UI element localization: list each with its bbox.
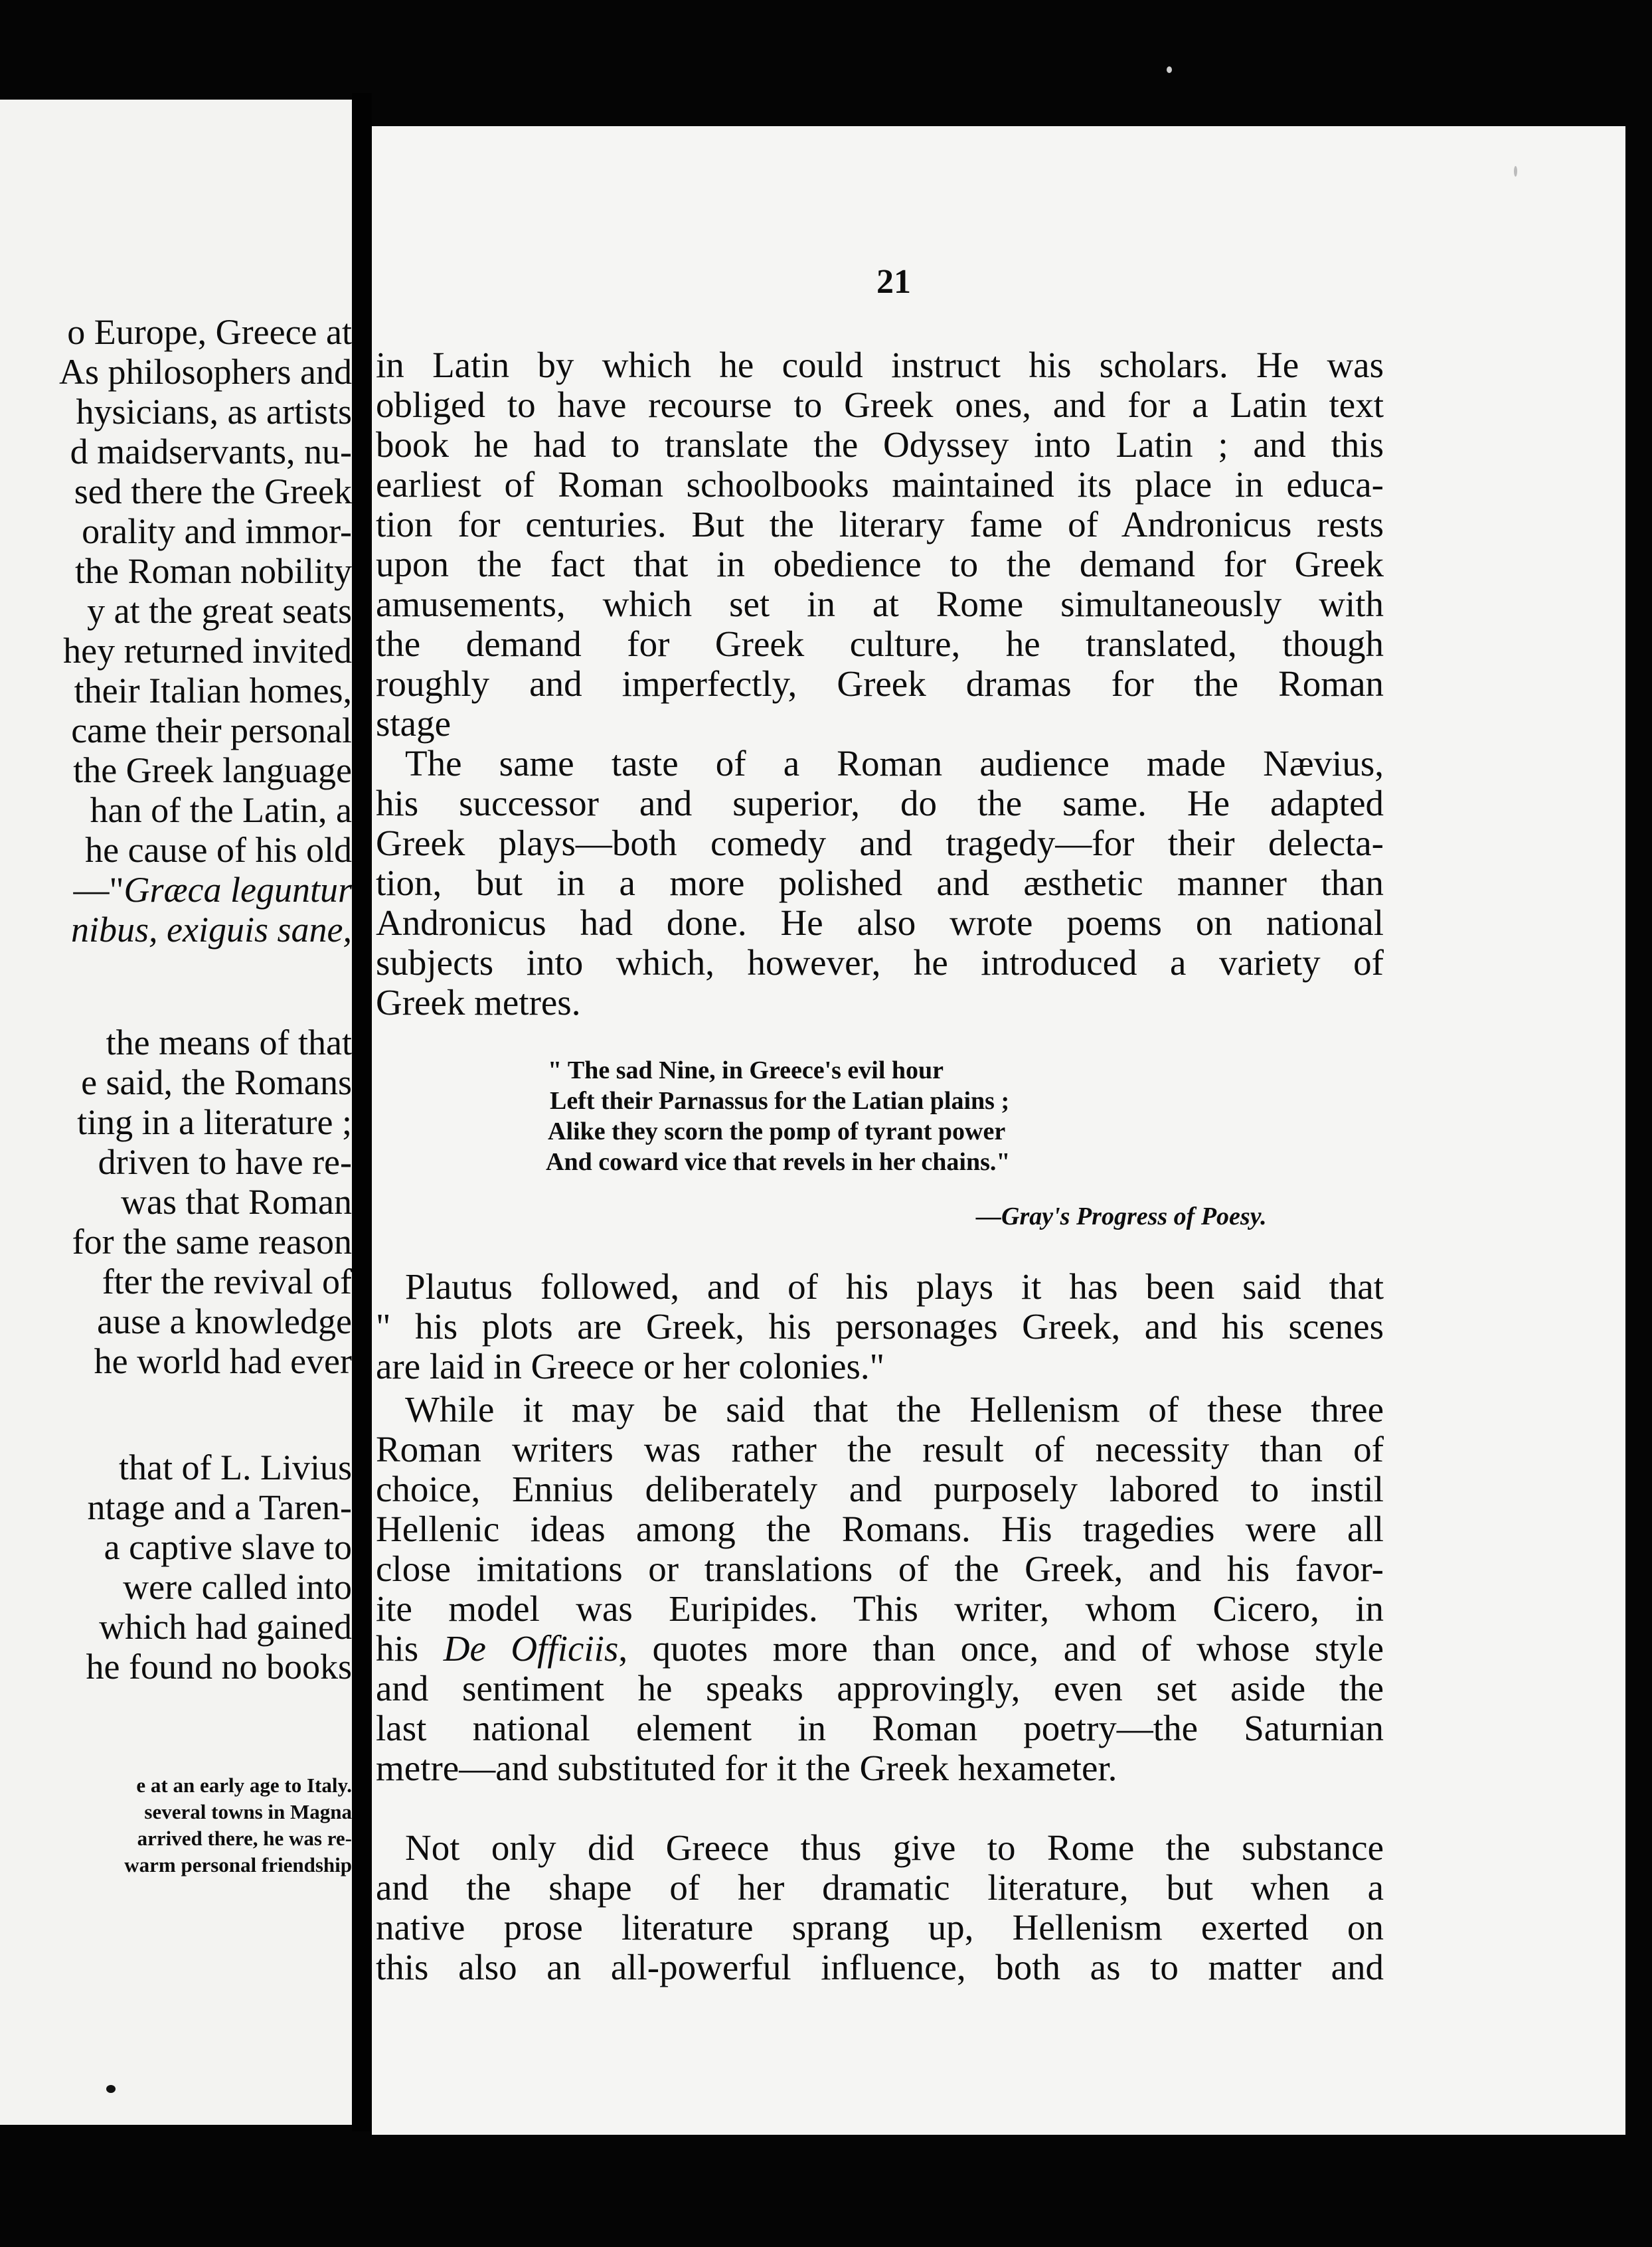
text-line-with-title — [376, 1629, 1384, 1669]
text-line: book he had to translate the Odyssey into Latin ; and this — [376, 424, 1384, 465]
text-line: Roman writers was rather the result of necessity than of — [376, 1429, 1384, 1469]
left-line: which had gained — [99, 1607, 352, 1647]
left-line: hysicians, as artists — [76, 392, 352, 432]
left-line: driven to have re- — [98, 1142, 352, 1182]
left-line: the Greek language — [73, 750, 352, 790]
text-line: Not only did Greece thus give to Rome the substance — [405, 1827, 1384, 1868]
text-line: tion, but in a more polished and æsthetic manner than — [376, 863, 1384, 903]
text-line: in Latin by which he could instruct his scholars. He was — [376, 345, 1384, 385]
left-line: nibus, exiguis sane, — [71, 910, 352, 950]
text-line: tion for centuries. But the literary fame of Andronicus rests — [376, 504, 1384, 544]
text-line: and the shape of her dramatic literature, but when a — [376, 1867, 1384, 1908]
left-line-quote — [73, 870, 352, 910]
ink-speck — [106, 2085, 116, 2093]
text-line: choice, Ennius deliberately and purposely labored to instil — [376, 1469, 1384, 1509]
left-line: ntage and a Taren- — [87, 1487, 352, 1527]
text-line: earliest of Roman schoolbooks maintained its place in educa- — [376, 464, 1384, 505]
left-line: e said, the Romans — [81, 1062, 352, 1102]
text-fragment: his — [376, 1628, 444, 1669]
text-line: his successor and superior, do the same. He adapted — [376, 783, 1384, 823]
scan-speck — [1167, 66, 1172, 73]
left-line: sed there the Greek — [74, 471, 352, 511]
left-line: was that Roman — [121, 1182, 352, 1222]
text-line: roughly and imperfectly, Greek dramas for the Roman — [376, 663, 1384, 704]
verse-line: Left their Parnassus for the Latian plains ; — [550, 1087, 1010, 1115]
text-line: Andronicus had done. He also wrote poems on national — [376, 902, 1384, 943]
left-line: he cause of his old — [85, 830, 352, 870]
text-line: stage — [376, 703, 452, 744]
left-line: that of L. Livius — [119, 1448, 352, 1487]
left-line: d maidservants, nu- — [70, 432, 352, 471]
left-line: a captive slave to — [104, 1527, 352, 1567]
text-line: While it may be said that the Hellenism of these three — [405, 1389, 1384, 1430]
left-line: y at the great seats — [87, 591, 352, 631]
left-page-fragment — [0, 100, 352, 2125]
left-line: han of the Latin, a — [90, 790, 352, 830]
text-line: are laid in Greece or her colonies." — [376, 1346, 885, 1386]
left-line: came their personal — [71, 710, 352, 750]
text-line: native prose literature sprang up, Hellenism exerted on — [376, 1907, 1384, 1948]
left-quote-dash: —" — [73, 870, 124, 910]
left-line: the means of that — [106, 1023, 352, 1062]
scan-speck — [1514, 166, 1517, 177]
text-line: close imitations or translations of the Greek, and his favor- — [376, 1548, 1384, 1589]
left-line: the Roman nobility — [75, 551, 352, 591]
text-line: amusements, which set in at Rome simultaneously with — [376, 584, 1384, 624]
left-line: hey returned invited — [63, 631, 352, 671]
text-line: and sentiment he speaks approvingly, even set aside the — [376, 1668, 1384, 1708]
text-line: Greek metres. — [376, 982, 581, 1023]
text-fragment: , quotes more than once, and of whose style — [618, 1628, 1384, 1669]
left-line: their Italian homes, — [74, 671, 352, 710]
work-title: De Officiis — [443, 1628, 619, 1669]
verse-line: Alike they scorn the pomp of tyrant power — [548, 1118, 1006, 1145]
text-line: " his plots are Greek, his personages Greek, and his scenes — [376, 1306, 1384, 1347]
right-page — [372, 126, 1625, 2135]
left-line: he found no books — [86, 1647, 352, 1687]
text-line: ite model was Euripides. This writer, whom Cicero, in — [376, 1588, 1384, 1629]
text-line: obliged to have recourse to Greek ones, and for a Latin text — [376, 384, 1384, 425]
text-line: last national element in Roman poetry—the Saturnian — [376, 1708, 1384, 1748]
left-footnote-line: e at an early age to Italy. — [136, 1774, 352, 1797]
left-footnote-line: arrived there, he was re- — [137, 1827, 352, 1850]
left-line: were called into — [123, 1567, 352, 1607]
text-line: upon the fact that in obedience to the demand for Greek — [376, 544, 1384, 584]
left-line: As philosophers and — [59, 352, 352, 392]
verse-line: And coward vice that revels in her chains." — [546, 1148, 1011, 1176]
text-line: Plautus followed, and of his plays it has been said that — [405, 1266, 1384, 1307]
text-line: The same taste of a Roman audience made Nævius, — [405, 743, 1384, 784]
left-line: ting in a literature ; — [77, 1102, 352, 1142]
left-line: for the same reason — [72, 1222, 352, 1262]
verse-line: " The sad Nine, in Greece's evil hour — [548, 1056, 944, 1084]
text-line: subjects into which, however, he introduced a variety of — [376, 942, 1384, 983]
verse-attribution: —Gray's Progress of Poesy. — [976, 1203, 1267, 1230]
left-line: ause a knowledge — [97, 1301, 352, 1341]
left-line: o Europe, Greece at — [67, 312, 352, 352]
left-line: fter the revival of — [102, 1262, 352, 1301]
left-footnote-line: warm personal friendship — [124, 1853, 352, 1876]
text-line: metre—and substituted for it the Greek hexameter. — [376, 1748, 1117, 1788]
text-line: this also an all-powerful influence, both as to matter and — [376, 1947, 1384, 1987]
left-line: he world had ever — [94, 1341, 352, 1381]
page-number: 21 — [876, 263, 911, 301]
left-quote-latin: Græca leguntur — [124, 870, 352, 910]
left-footnote-line: several towns in Magna — [144, 1800, 352, 1823]
left-line: orality and immor- — [82, 511, 352, 551]
text-line: Hellenic ideas among the Romans. His tragedies were all — [376, 1509, 1384, 1549]
text-line: the demand for Greek culture, he translated, though — [376, 624, 1384, 664]
page-gutter — [352, 93, 372, 2131]
text-line: Greek plays—both comedy and tragedy—for their delecta- — [376, 823, 1384, 863]
